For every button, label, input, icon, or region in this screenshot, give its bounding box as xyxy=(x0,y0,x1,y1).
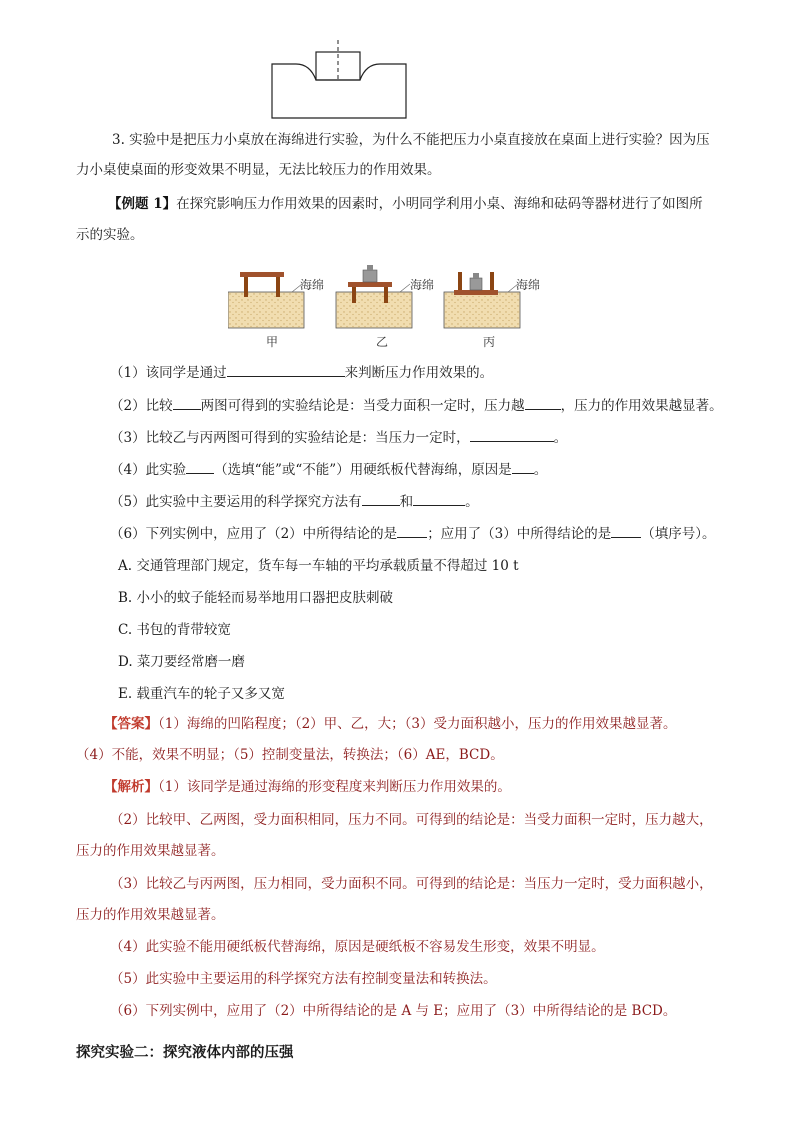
q6-text-a: （6）下列实例中，应用了（2）中所得结论的是 xyxy=(110,526,398,542)
q4-blank-2[interactable] xyxy=(512,459,534,474)
sponge-label-3: 海绵 xyxy=(516,278,541,292)
q4-blank-1[interactable] xyxy=(186,459,214,474)
option-b: B. 小小的蚊子能轻而易举地用口器把皮肤刺破 xyxy=(118,590,394,606)
sponge-jia xyxy=(228,272,304,328)
q3-blank[interactable] xyxy=(470,427,554,442)
analysis-p4: （4）此实验不能用硬纸板代替海绵，原因是硬纸板不容易发生形变，效果不明显。 xyxy=(110,939,605,955)
q4-text-a: （4）此实验 xyxy=(110,462,187,478)
q2-text-c: ，压力的作用效果越显著。 xyxy=(560,398,723,414)
q5-blank-1[interactable] xyxy=(362,491,400,506)
question-5 xyxy=(110,491,760,512)
q3-line1: 3. 实验中是把压力小桌放在海绵进行实验，为什么不能把压力小桌直接放在桌面上进行实验？因为压 xyxy=(112,132,710,148)
option-e: E. 载重汽车的轮子又多又宽 xyxy=(118,686,285,702)
question-1 xyxy=(110,362,760,383)
q1-text-a: （1）该同学是通过 xyxy=(110,365,227,381)
q6-blank-2[interactable] xyxy=(611,523,641,538)
q1-blank[interactable] xyxy=(227,362,345,377)
analysis-p5: （5）此实验中主要运用的科学探究方法有控制变量法和转换法。 xyxy=(110,971,497,987)
option-c: C. 书包的背带较宽 xyxy=(118,622,231,638)
analysis-line1 xyxy=(104,777,754,797)
q3-text-a: （3）比较乙与丙两图可得到的实验结论是：当压力一定时， xyxy=(110,430,470,446)
analysis-p2a: （2）比较甲、乙两图，受力面积相同，压力不同。可得到的结论是：当受力面积一定时，压力越大， xyxy=(110,812,713,828)
q5-text-a: （5）此实验中主要运用的科学探究方法有 xyxy=(110,494,362,510)
q2-blank-2[interactable] xyxy=(525,395,561,410)
analysis-p3a: （3）比较乙与丙两图，压力相同，受力面积不同。可得到的结论是：当压力一定时，受力面积越小， xyxy=(110,876,713,892)
q5-text-b: 和 xyxy=(399,494,414,510)
section-title: 探究实验二：探究液体内部的压强 xyxy=(76,1044,294,1061)
q5-text-c: 。 xyxy=(465,494,479,510)
sponge-yi xyxy=(336,265,412,328)
sponge-label-2: 海绵 xyxy=(410,278,435,292)
q2-text-b: 两图可得到的实验结论是：当受力面积一定时，压力越 xyxy=(200,398,525,414)
analysis-tag: 【解析】 xyxy=(104,779,158,795)
question-6 xyxy=(110,523,760,544)
question-3 xyxy=(110,427,760,448)
sponge-label-1: 海绵 xyxy=(300,278,325,292)
option-a: A. 交通管理部门规定，货车每一车轴的平均承载质量不得超过 10 t xyxy=(118,558,519,574)
q5-blank-2[interactable] xyxy=(413,491,465,506)
sponge-bing xyxy=(444,272,520,328)
example-line1 xyxy=(108,194,758,214)
example-text: 在探究影响压力作用效果的因素时，小明同学利用小桌、海绵和砝码等器材进行了如图所 xyxy=(176,196,703,212)
answer-line1 xyxy=(104,714,754,734)
q3-text-b: 。 xyxy=(553,430,568,446)
answer-line2: （4）不能，效果不明显；（5）控制变量法，转换法；（6）AE，BCD。 xyxy=(76,747,504,763)
q2-text-a: （2）比较 xyxy=(110,398,173,414)
analysis-p1: （1）该同学是通过海绵的形变程度来判断压力作用效果的。 xyxy=(158,779,511,795)
q1-text-b: 来判断压力作用效果的。 xyxy=(344,365,494,381)
analysis-p6: （6）下列实例中，应用了（2）中所得结论的是 A 与 E；应用了（3）中所得结论的是 BCD。 xyxy=(110,1003,677,1019)
q4-text-b: （选填“能”或“不能”）用硬纸板代替海绵，原因是 xyxy=(214,462,512,478)
option-d: D. 菜刀要经常磨一磨 xyxy=(118,654,245,670)
q4-text-c: 。 xyxy=(533,462,548,478)
analysis-p3b: 压力的作用效果越显著。 xyxy=(76,907,225,923)
question-4 xyxy=(110,459,760,480)
q3-line2: 力小桌使桌面的形变效果不明显，无法比较压力的作用效果。 xyxy=(76,162,441,178)
caption-jia: 甲 xyxy=(266,335,279,349)
top-diagram xyxy=(268,40,410,122)
caption-bing: 丙 xyxy=(483,335,496,349)
q2-blank-1[interactable] xyxy=(173,395,201,410)
analysis-p2b: 压力的作用效果越显著。 xyxy=(76,843,225,859)
question-2 xyxy=(110,395,760,416)
answer-text-1: （1）海绵的凹陷程度；（2）甲、乙，大；（3）受力面积越小，压力的作用效果越显著。 xyxy=(158,716,677,732)
example-tag: 【例题 1】 xyxy=(108,196,177,212)
q6-text-b: ；应用了（3）中所得结论的是 xyxy=(427,526,612,542)
q6-text-c: （填序号）。 xyxy=(641,526,716,542)
answer-tag: 【答案】 xyxy=(104,716,158,732)
caption-yi: 乙 xyxy=(376,335,389,349)
q6-blank-1[interactable] xyxy=(397,523,427,538)
example-line2: 示的实验。 xyxy=(76,227,144,243)
